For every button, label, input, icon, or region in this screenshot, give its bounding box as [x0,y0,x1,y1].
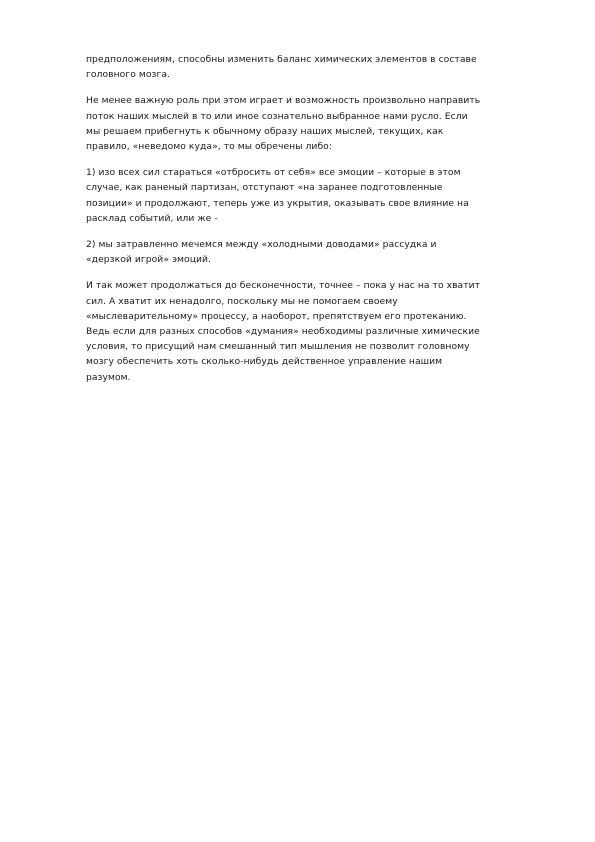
paragraph-4: 2) мы затравленно мечемся между «холодными доводами» рассудка и «дерзкой игрой» эмоций. [86,239,437,266]
paragraph-5: И так может продолжаться до бесконечности, точнее – пока у нас на то хватит сил. А хватит их ненадолго, поскольку мы не помогаем своему «мыслеварительному» процессу, а наоборот, препятствуем его протеканию. Ведь если для разных способов «думания» необходимы различные химические условия, то присущий нам смешанный тип мышления не позволит головному мозгу обеспечить хоть сколько-нибудь действенное управление нашим разумом. [86,280,481,383]
document-page [86,52,566,396]
paragraph-1: предположениям, способны изменить баланс химических элементов в составе головного мозга. [86,54,477,81]
paragraph-3: 1) изо всех сил стараться «отбросить от себя» все эмоции – которые в этом случае, как раненый партизан, отступают «на заранее подготовленные позиции» и продолжают, теперь уже из укрытия, оказывать свое влияние на расклад событий, или же - [86,167,469,224]
paragraph-2: Не менее важную роль при этом играет и возможность произвольно направить поток наших мыслей в то или иное сознательно выбранное нами русло. Если мы решаем прибегнуть к обычному образу наших мыслей, текущих, как правило, «неведомо куда», то мы обречены либо: [86,95,481,153]
